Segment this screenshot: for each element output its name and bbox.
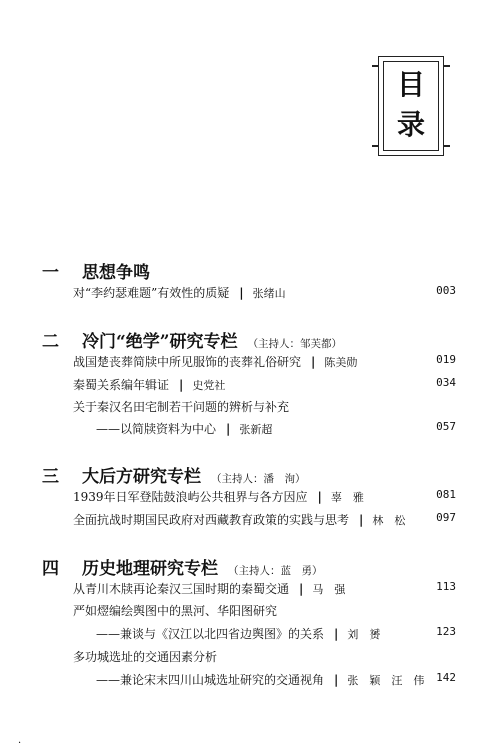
entry-page: 142 (436, 671, 456, 684)
entry-title-line (73, 284, 286, 301)
entry-title-line (73, 488, 364, 505)
section-number: 一 (42, 263, 59, 283)
toc-entry[interactable] (0, 284, 500, 306)
entry-author: 张 颖 汪 伟 (347, 674, 425, 687)
toc-heading-char-1: 目 (396, 68, 425, 101)
section-number: 二 (42, 332, 59, 352)
entry-author: 马 强 (312, 583, 346, 596)
entry-title: 从青川木牍再论秦汉三国时期的秦蜀交通 (73, 582, 290, 596)
entry-page: 097 (436, 511, 456, 524)
entry-page: 019 (436, 353, 456, 366)
entry-page: 034 (436, 376, 456, 389)
entry-title: 关于秦汉名田宅制若干问题的辨析与补充 (73, 400, 290, 414)
frame-tick (372, 65, 379, 67)
toc-entry-subtitle[interactable] (0, 420, 500, 442)
toc-entry[interactable] (0, 580, 500, 602)
entry-page: 123 (436, 625, 456, 638)
entry-author: 陈美勋 (324, 356, 358, 369)
page-mark: · (18, 738, 22, 749)
section-title: 冷门“绝学”研究专栏 （主持人：邹芙都） (82, 332, 343, 352)
entry-page: 081 (436, 488, 456, 501)
entry-title: 全面抗战时期国民政府对西藏教育政策的实践与思考 (73, 513, 350, 527)
entry-title-line (96, 671, 424, 688)
toc-entry[interactable] (0, 488, 500, 510)
section-number: 三 (42, 467, 59, 487)
entry-title-line (96, 625, 380, 642)
entry-page: 113 (436, 580, 456, 593)
toc-entry[interactable] (0, 648, 500, 670)
entry-title: 1939年日军登陆鼓浪屿公共租界与各方因应 (73, 490, 308, 504)
separator-bar: | (334, 627, 339, 641)
entry-title: 多功城选址的交通因素分析 (73, 650, 218, 664)
separator-bar: | (239, 286, 244, 300)
entry-subtitle: ——兼论宋末四川山城选址研究的交通视角 (96, 673, 325, 687)
separator-bar: | (334, 673, 339, 687)
toc-heading-char-2: 录 (396, 108, 425, 141)
entry-title-line (73, 580, 345, 597)
separator-bar: | (359, 513, 364, 527)
section-title: 思想争鸣 (82, 263, 150, 283)
entry-author: 林 松 (372, 514, 406, 527)
separator-bar: | (226, 422, 231, 436)
section-host: （主持人：蓝 勇） (228, 565, 323, 577)
entry-title: 秦蜀关系编年辑证 (73, 378, 170, 392)
toc-entry[interactable] (0, 398, 500, 420)
entry-title-line (73, 376, 225, 393)
section-heading (0, 462, 500, 488)
entry-title-line (96, 420, 272, 437)
entry-title-line (73, 511, 405, 528)
entry-subtitle: ——兼谈与《汉江以北四省边舆图》的关系 (96, 627, 325, 641)
section-host: （主持人：潘 洵） (211, 473, 306, 485)
toc-entry[interactable] (0, 602, 500, 624)
toc-entry[interactable] (0, 376, 500, 398)
entry-title: 严如熤编绘舆图中的黑河、华阳图研究 (73, 604, 278, 618)
frame-tick (443, 145, 450, 147)
toc-entry-subtitle[interactable] (0, 671, 500, 693)
entry-title: 战国楚丧葬简牍中所见服饰的丧葬礼俗研究 (73, 355, 302, 369)
entry-subtitle: ——以简牍资料为中心 (96, 422, 217, 436)
separator-bar: | (311, 355, 316, 369)
frame-tick (372, 145, 379, 147)
section-heading (0, 554, 500, 580)
toc-entry[interactable] (0, 511, 500, 533)
section-host: （主持人：邹芙都） (247, 338, 343, 350)
entry-author: 辜 雅 (330, 491, 364, 504)
entry-author: 张绪山 (252, 287, 286, 300)
toc-entry-subtitle[interactable] (0, 625, 500, 647)
section-heading (0, 327, 500, 353)
entry-author: 刘 赟 (347, 628, 381, 641)
entry-title: 对“李约瑟难题”有效性的质疑 (73, 286, 230, 300)
frame-tick (443, 65, 450, 67)
entry-author: 史党社 (192, 379, 226, 392)
section-heading (0, 258, 500, 284)
section-title: 大后方研究专栏 （主持人：潘 洵） (82, 467, 306, 487)
entry-page: 003 (436, 284, 456, 297)
separator-bar: | (299, 582, 304, 596)
toc-entry[interactable] (0, 353, 500, 375)
separator-bar: | (179, 378, 184, 392)
section-number: 四 (42, 559, 59, 579)
entry-author: 张新超 (239, 423, 273, 436)
section-title: 历史地理研究专栏 （主持人：蓝 勇） (82, 559, 323, 579)
separator-bar: | (317, 490, 322, 504)
entry-title-line (73, 353, 357, 370)
toc-heading-box (378, 56, 444, 156)
entry-page: 057 (436, 420, 456, 433)
